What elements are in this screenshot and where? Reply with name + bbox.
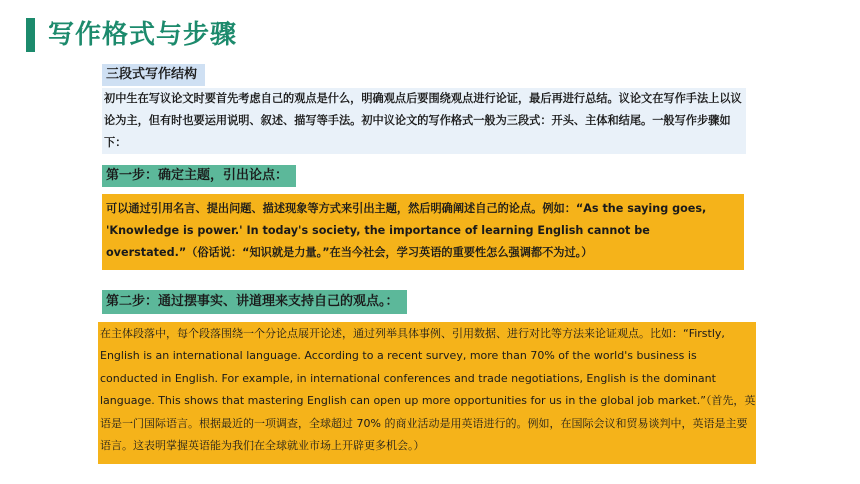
step1-heading: 第一步：确定主题，引出论点：	[102, 165, 296, 187]
page-title: 写作格式与步骤	[48, 20, 238, 50]
step2-body: 在主体段落中，每个段落围绕一个分论点展开论述，通过列举具体事例、引用数据、进行对比等方法来论证观点。比如：“Firstly, English is an international language. According to a recent survey, more than 70% of the world's business is conducted in English. For example, in international conferences and trade negotiations, English is the dominant language. This shows that mastering English can open up more opportunities for us in the global job market.”（首先，英语是一门国际语言。根据最近的一项调查，全球超过 70% 的商业活动是用英语进行的。例如，在国际会议和贸易谈判中，英语是主要语言。这表明掌握英语能为我们在全球就业市场上开辟更多机会。）	[98, 322, 756, 464]
step1-body: 可以通过引用名言、提出问题、描述现象等方式来引出主题，然后明确阐述自己的论点。例如：“As the saying goes, 'Knowledge is power.' In today's society, the importance of learning English cannot be overstated.”（俗话说：“知识就是力量。”在当今社会，学习英语的重要性怎么强调都不为过。）	[102, 194, 744, 270]
title-accent-bar	[26, 18, 35, 52]
step2-heading: 第二步：通过摆事实、讲道理来支持自己的观点。：	[102, 290, 407, 314]
section-heading: 三段式写作结构	[102, 64, 205, 86]
intro-paragraph: 初中生在写议论文时要首先考虑自己的观点是什么，明确观点后要围绕观点进行论证，最后再进行总结。议论文在写作手法上以议论为主，但有时也要运用说明、叙述、描写等手法。初中议论文的写作格式一般为三段式：开头、主体和结尾。一般写作步骤如下：	[102, 88, 746, 154]
